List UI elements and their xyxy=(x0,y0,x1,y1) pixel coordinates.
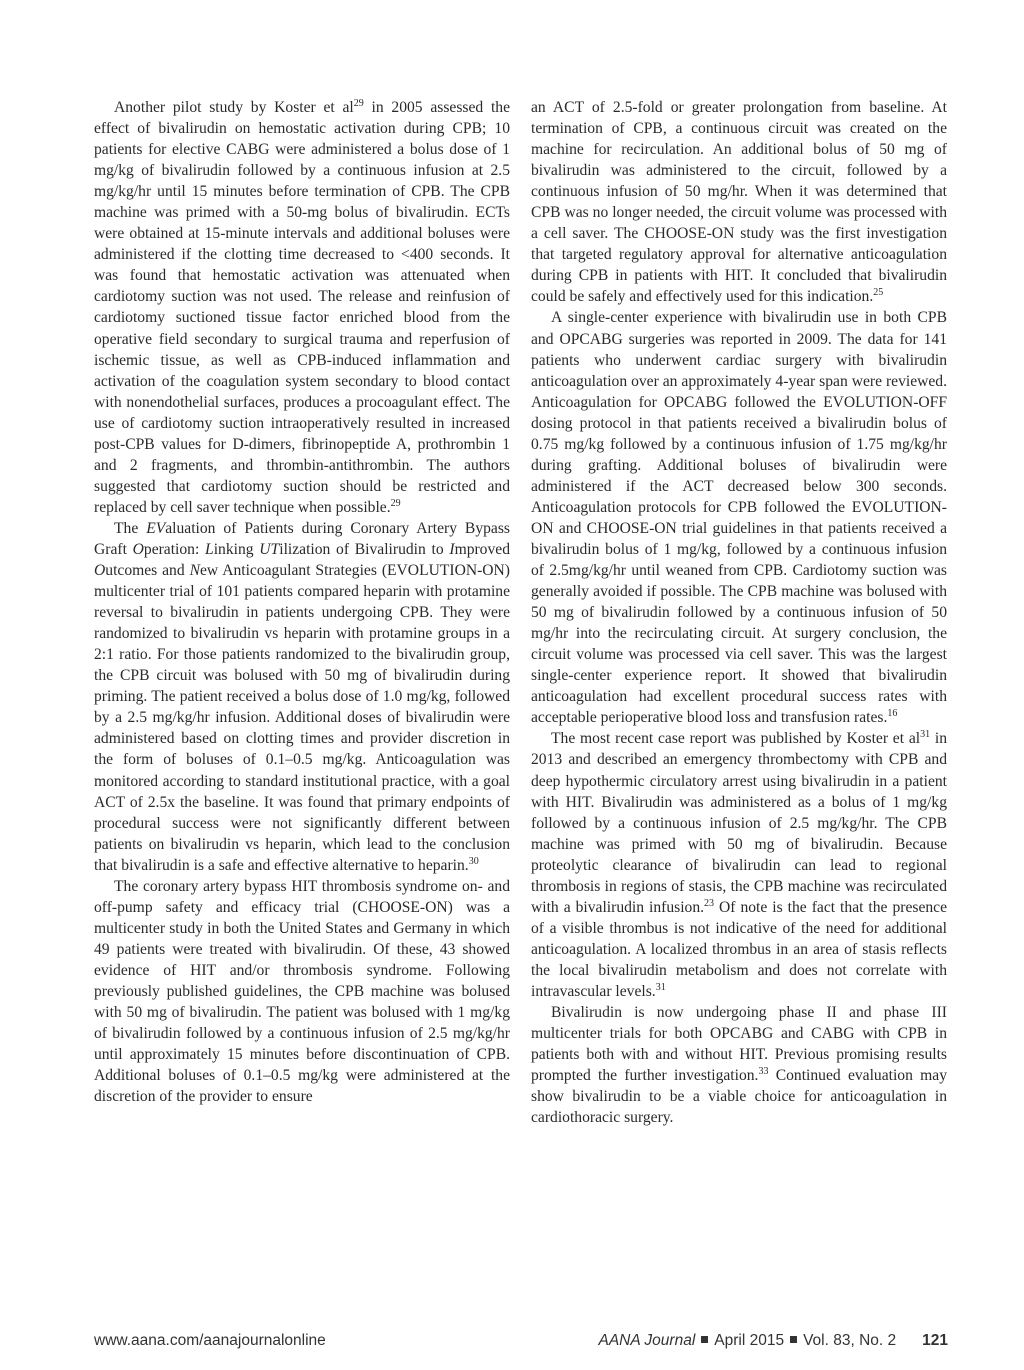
paragraph-case-report xyxy=(531,728,947,1002)
citation: 25 xyxy=(873,287,884,299)
text: A single-center experience with bivalirudin use in both CPB and OPCABG surgeries was reported in 2009. The data for 141 patients who underwent cardiac surgery with bivalirudin anticoagulation over an approximately 4-year span were reviewed. Anticoagulation for OPCABG followed the EVOLUTION-OFF dosing protocol in that patients received a bivalirudin bolus of 0.75 mg/kg followed by a continuous infusion of 1.75 mg/kg/hr during grafting. Additional boluses of bivalirudin were administered if the ACT decreased below 300 seconds. Anticoagulation protocols for CPB followed the EVOLUTION-ON and CHOOSE-ON trial guidelines in that patients received a bivalirudin bolus of 1 mg/kg, followed by a continuous infusion of 2.5mg/kg/hr until weaned from CPB. Cardiotomy suction was generally avoided if possible. The CPB machine was bolused with 50 mg of bivalirudin followed by a continuous infusion of 50 mg/hr into the recirculating circuit. At surgery conclusion, the circuit volume was processed via cell saver. This was the largest single-center experience report. It showed that bivalirudin anticoagulation had excellent procedural success rates with acceptable perioperative blood loss and transfusion rates. xyxy=(531,309,947,727)
volume-issue: Vol. 83, No. 2 xyxy=(803,1332,897,1349)
citation: 31 xyxy=(655,981,666,993)
journal-name: AANA Journal xyxy=(598,1332,696,1349)
acronym-letter: O xyxy=(132,540,144,558)
citation: 30 xyxy=(468,855,479,867)
text: The most recent case report was published by Koster et al xyxy=(551,730,921,748)
paragraph-choose-on: The coronary artery bypass HIT thrombosis syndrome on- and off-pump safety and efficacy trial (CHOOSE-ON) was a multicenter study in both the United States and Germany in which 49 patients were treated with bivalirudin. Of these, 43 showed evidence of HIT and/or thrombosis syndrome. Following previously published guidelines, the CPB machine was bolused with 50 mg of bivalirudin. The patient was bolused with 1 mg/kg of bivalirudin followed by a continuous infusion of 2.5 mg/kg/hr until approximately 15 minutes before discontinuation of CPB. Additional boluses of 0.1–0.5 mg/kg were administered at the discretion of the provider to ensure xyxy=(94,877,510,1106)
text: The xyxy=(114,519,147,537)
square-bullet-icon xyxy=(790,1336,797,1343)
paragraph-koster-2005 xyxy=(94,97,510,518)
acronym-letter: I xyxy=(449,540,455,558)
acronym-letter: N xyxy=(189,562,200,580)
paragraph-single-center xyxy=(531,307,947,728)
acronym-letter: O xyxy=(94,562,106,580)
paragraph-phase-trials xyxy=(531,1002,947,1128)
text: ew Anticoagulant Strategies (EVOLUTION-ON) multicenter trial of 101 patients compared heparin with protamine reversal to bivalirudin in patients undergoing CPB. They were randomized to bivalirudin vs heparin with protamine groups in a 2:1 ratio. For those patients randomized to the bivalirudin group, the CPB circuit was bolused with 50 mg of bivalirudin during priming. The patient received a bolus dose of 1.0 mg/kg, followed by a 2.5 mg/kg/hr infusion. Additional doses of bivalirudin were administered based on clotting times and provider discretion in the form of boluses of 0.1–0.5 mg/kg. Anticoagulation was monitored according to standard institutional practice, with a goal ACT of 2.5x the baseline. It was found that primary endpoints of procedural success were not significantly different between patients on bivalirudin vs heparin, which lead to the conclusion that bivalirudin is a safe and effective alternative to heparin. xyxy=(94,562,511,874)
text: Of note is the fact that the presence of a visible thrombus is not indicative of the need for additional anticoagulation. A localized thrombus in an area of stasis reflects the local bivalirudin metabolism and does not correlate with intravascular levels. xyxy=(531,898,947,1000)
citation: 23 xyxy=(704,897,715,909)
citation: 33 xyxy=(758,1066,769,1078)
text: ilization of Bivalirudin to xyxy=(279,540,450,558)
text: inking xyxy=(213,540,260,558)
issue-date: April 2015 xyxy=(714,1332,785,1349)
acronym-letter: UT xyxy=(259,540,280,558)
acronym-letter: EV xyxy=(146,519,166,537)
paragraph-evolution-on xyxy=(94,518,510,876)
text: in 2013 and described an emergency thrombectomy with CPB and deep hypothermic circulatory arrest using bivalirudin in a patient with HIT. Bivalirudin was administered as a bolus of 1 mg/kg followed by a continuous infusion of 2.5 mg/kg/hr. The CPB machine was primed with 50 mg of bivalirudin. Because proteolytic clearance of bivalirudin can lead to regional thrombosis in regions of stasis, the CPB machine was recirculated with a bivalirudin infusion. xyxy=(531,730,947,916)
text: Another pilot study by Koster et al xyxy=(114,99,354,116)
right-column xyxy=(531,97,947,1128)
text: peration: xyxy=(143,540,206,558)
square-bullet-icon xyxy=(701,1336,708,1343)
footer-citation xyxy=(598,1332,948,1350)
text: Continued evaluation may show bivalirudin to be a viable choice for anticoagulation in cardiothoracic surgery. xyxy=(531,1067,947,1127)
left-column xyxy=(94,97,510,1107)
text: in 2005 assessed the effect of bivalirudin on hemostatic activation during CPB; 10 patients for elective CABG were administered a bolus dose of 1 mg/kg of bivalirudin followed by a continuous infusion at 2.5 mg/kg/hr until 15 minutes before termination of CPB. The CPB machine was primed with a 50-mg bolus of bivalirudin. ECTs were obtained at 15-minute intervals and additional boluses were administered if the clotting time decreased to <400 seconds. It was found that hemostatic activation was attenuated when cardiotomy suction was not used. The release and reinfusion of cardiotomy suctioned tissue factor enriched blood from the operative field secondary to surgical trauma and reperfusion of ischemic tissue, as well as CPB-induced inflammation and activation of the coagulation system secondary to blood contact with nonendothelial surfaces, produces a procoagulant effect. The use of cardiotomy suction intraoperatively resulted in increased post-CPB values for D-dimers, fibrinopeptide A, prothrombin 1 and 2 fragments, and thrombin-antithrombin. The authors suggested that cardiotomy suction should be restricted and replaced by cell saver technique when possible. xyxy=(94,99,511,516)
text: an ACT of 2.5-fold or greater prolongation from baseline. At termination of CPB, a continuous circuit was created on the machine for recirculation. An additional bolus of 50 mg of bivalirudin was administered to the circuit, followed by a continuous infusion of 50 mg/hr. When it was determined that CPB was no longer needed, the circuit volume was processed with a cell saver. The CHOOSE-ON study was the first investigation that targeted regulatory approval for alternative anticoagulation during CPB in patients with HIT. It concluded that bivalirudin could be safely and effectively used for this indication. xyxy=(531,99,947,306)
citation: 16 xyxy=(887,708,898,720)
citation: 31 xyxy=(920,729,931,741)
text: Bivalirudin is now undergoing phase II and phase III multicenter trials for both OPCABG and CABG with CPB in patients both with and without HIT. Previous promising results prompted the further investigation. xyxy=(531,1004,947,1085)
paragraph-choose-on-continued xyxy=(531,97,947,307)
journal-url-link[interactable]: www.aana.com/aanajournalonline xyxy=(94,1332,326,1349)
text: utcomes and xyxy=(105,562,190,580)
citation: 29 xyxy=(390,497,401,509)
page-footer xyxy=(94,1332,948,1356)
page-number: 121 xyxy=(922,1332,948,1349)
text: aluation of Patients during Coronary Artery Bypass Graft xyxy=(94,519,510,558)
acronym-letter: L xyxy=(205,540,214,558)
citation: 29 xyxy=(353,98,364,109)
text: mproved xyxy=(454,540,510,558)
